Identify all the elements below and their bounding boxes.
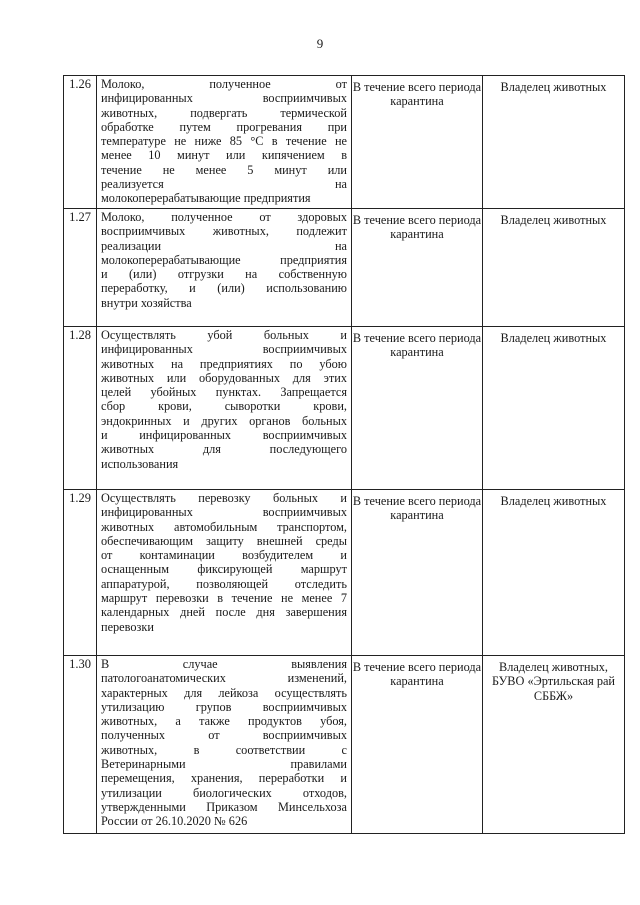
text-line: животных, в соответствии с (101, 742, 347, 757)
text-line: маршрут перевозки в течение не менее 7 (101, 591, 347, 606)
text-line: утвержденными Приказом Минсельхоза (101, 799, 347, 814)
measure-text (97, 656, 352, 834)
period-cell: В течение всего периода карантина (352, 327, 483, 490)
period-cell: В течение всего периода карантина (352, 209, 483, 327)
responsible-cell: Владелец животных (483, 76, 625, 209)
text-line: и инфицированных восприимчивых (101, 428, 347, 443)
responsible-cell: Владелец животных (483, 327, 625, 490)
text-line: молокоперерабатывающие предприятия (101, 252, 347, 267)
text-line: перемещения, хранения, переработки и (101, 771, 347, 786)
table-row (64, 76, 625, 209)
text-line: аппаратурой, позволяющей отследить (101, 576, 347, 591)
responsible-cell: Владелец животных, БУВО «Эртильская рай СББЖ» (483, 656, 625, 834)
text-line: от контаминации возбудителем и (101, 548, 347, 563)
text-line: реализации на (101, 238, 347, 253)
measures-table (63, 75, 625, 834)
text-line: Осуществлять убой больных и (101, 328, 347, 342)
period-cell: В течение всего периода карантина (352, 656, 483, 834)
text-line: переработку, и (или) использованию (101, 281, 347, 296)
row-number: 1.29 (64, 490, 97, 656)
text-line: использования (101, 456, 179, 471)
text-line: характерных для лейкоза осуществлять (101, 685, 347, 700)
row-number: 1.27 (64, 209, 97, 327)
text-line: оснащенным фиксирующей маршрут (101, 562, 347, 577)
text-line: эндокринных и других органов больных (101, 413, 347, 428)
text-line: календарных дней после дня завершения (101, 605, 347, 620)
text-line: полученных от восприимчивых (101, 728, 347, 743)
row-number: 1.30 (64, 656, 97, 834)
text-line: инфицированных восприимчивых (101, 91, 347, 106)
table-row (64, 209, 625, 327)
text-line: обработке путем прогревания при (101, 119, 347, 134)
text-line: инфицированных восприимчивых (101, 505, 347, 520)
text-line: инфицированных восприимчивых (101, 342, 347, 357)
text-line: животных, а также продуктов убоя, (101, 714, 347, 729)
text-line: России от 26.10.2020 № 626 (101, 814, 248, 829)
text-line: утилизации биологических отходов, (101, 785, 347, 800)
text-line: В случае выявления (101, 657, 347, 671)
text-line: внутри хозяйства (101, 295, 192, 310)
text-line: и (или) отгрузки на собственную (101, 267, 347, 282)
text-line: течение не менее 5 минут или (101, 162, 347, 177)
text-line: животных на предприятиях по убою (101, 356, 347, 371)
text-line: целей убойных пунктах. Запрещается (101, 385, 347, 400)
text-line: реализуется на (101, 177, 347, 192)
measure-text (97, 490, 352, 656)
period-cell: В течение всего периода карантина (352, 490, 483, 656)
text-line: животных или оборудованных для этих (101, 370, 347, 385)
row-number: 1.28 (64, 327, 97, 490)
measure-text (97, 76, 352, 209)
text-line: восприимчивых животных, подлежит (101, 224, 347, 239)
text-line: животных для последующего (101, 442, 347, 457)
text-line: температуре не ниже 85 °С в течение не (101, 134, 347, 149)
text-line: Молоко, полученное от здоровых (101, 210, 347, 224)
text-line: сбор крови, сыворотки крови, (101, 399, 347, 414)
responsible-cell: Владелец животных (483, 209, 625, 327)
row-number: 1.26 (64, 76, 97, 209)
text-line: обеспечивающим защиту внешней среды (101, 533, 347, 548)
measure-text (97, 327, 352, 490)
text-line: животных, подвергать термической (101, 105, 347, 120)
table-row (64, 327, 625, 490)
table-row (64, 490, 625, 656)
text-line: Осуществлять перевозку больных и (101, 491, 347, 505)
measure-text (97, 209, 352, 327)
text-line: Молоко, полученное от (101, 77, 347, 91)
table-row (64, 656, 625, 834)
text-line: менее 10 минут или кипячением в (101, 148, 347, 163)
text-line: животных автомобильным транспортом, (101, 519, 347, 534)
text-line: перевозки (101, 619, 154, 634)
page-number: 9 (316, 36, 324, 51)
text-line: патологоанатомических изменений, (101, 671, 347, 686)
period-cell: В течение всего периода карантина (352, 76, 483, 209)
text-line: Ветеринарными правилами (101, 757, 347, 772)
responsible-cell: Владелец животных (483, 490, 625, 656)
text-line: утилизацию групов восприимчивых (101, 699, 347, 714)
text-line: молокоперерабатывающие предприятия (101, 191, 311, 206)
